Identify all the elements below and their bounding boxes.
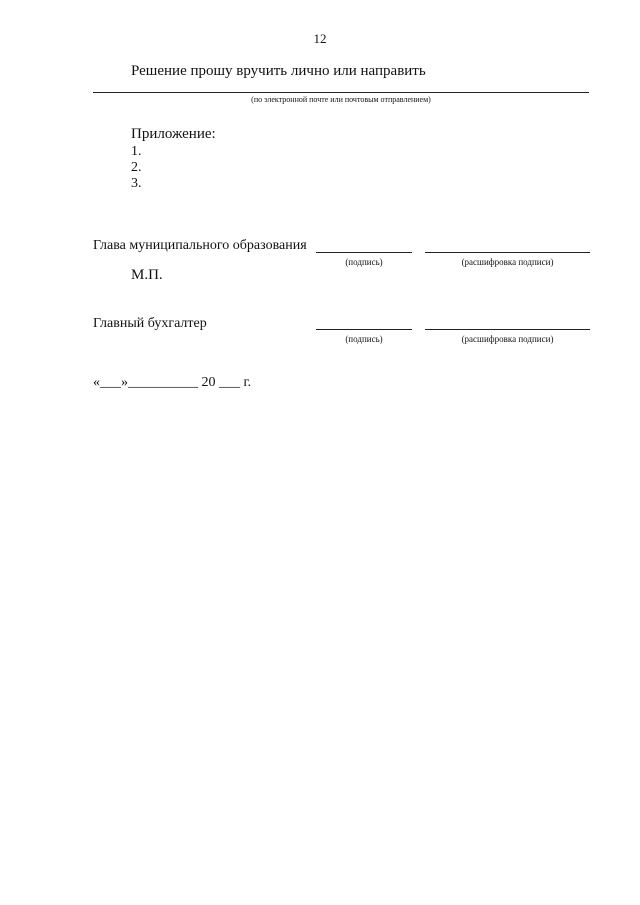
attachment-item-3: 3. [131, 176, 142, 191]
head-role-label: Глава муниципального образования [93, 238, 307, 253]
head-name-caption: (расшифровка подписи) [461, 257, 554, 267]
head-signature-caption: (подпись) [345, 257, 383, 267]
head-signature-line [316, 252, 412, 253]
delivery-request-text: Решение прошу вручить лично или направить [131, 63, 426, 79]
attachment-item-1: 1. [131, 144, 142, 159]
attachment-item-2: 2. [131, 160, 142, 175]
attachment-title: Приложение: [131, 126, 216, 142]
accountant-name-caption: (расшифровка подписи) [461, 334, 554, 344]
page-number: 12 [313, 31, 327, 46]
date-line: «___»__________ 20 ___ г. [93, 375, 252, 390]
delivery-method-caption: (по электронной почте или почтовым отправлением) [251, 95, 431, 104]
delivery-method-line [93, 92, 589, 93]
stamp-placeholder: М.П. [131, 267, 163, 283]
accountant-name-line [425, 329, 590, 330]
head-name-line [425, 252, 590, 253]
accountant-signature-caption: (подпись) [345, 334, 383, 344]
accountant-signature-line [316, 329, 412, 330]
accountant-role-label: Главный бухгалтер [93, 316, 207, 331]
